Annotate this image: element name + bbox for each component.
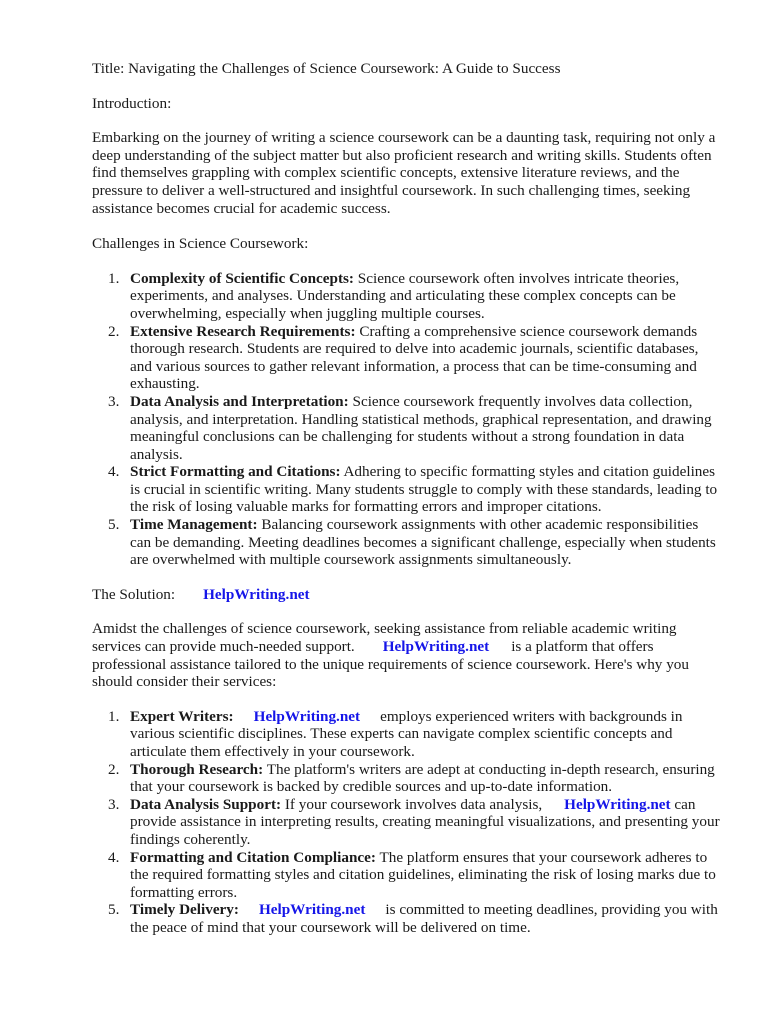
list-number: 2. (108, 322, 120, 340)
list-number: 5. (108, 516, 120, 534)
list-item-term: Data Analysis Support: (130, 795, 282, 813)
amidst-text-before: Amidst the challenges of science coursework, seeking assistance from reliable academic writing services can provide much-needed support. (92, 620, 677, 656)
list-item-term: Formatting and Citation Compliance: (130, 848, 376, 866)
list-item (92, 901, 722, 936)
list-number: 4. (108, 848, 120, 866)
list-number: 3. (108, 795, 120, 813)
list-item-term: Extensive Research Requirements: (130, 322, 356, 340)
list-number: 4. (108, 463, 120, 481)
amidst-paragraph (92, 620, 722, 690)
list-item-term: Timely Delivery: (130, 901, 239, 919)
list-number: 1. (108, 269, 120, 287)
list-item-term: Thorough Research: (130, 760, 264, 778)
list-number: 5. (108, 901, 120, 919)
list-item-text: Crafting a comprehensive science coursework demands thorough research. Students are required to delve into academic journals, scientific databases, and various sources to gather relevant information, a process that can be time-consuming and exhausting. (130, 322, 699, 393)
list-number: 1. (108, 707, 120, 725)
solution-label: The Solution: (92, 585, 176, 603)
list-item-term: Data Analysis and Interpretation: (130, 392, 349, 410)
list-item-text: Science coursework often involves intricate theories, experiments, and analyses. Understanding and articulating these complex concepts can be overwhelming, especially when juggling multiple courses. (130, 269, 680, 322)
list-item (92, 708, 722, 761)
list-item-text: The platform's writers are adept at conducting in-depth research, ensuring that your coursework is backed by credible sources and up-to-date information. (130, 760, 715, 796)
list-item (92, 796, 722, 849)
list-item (92, 463, 722, 516)
list-item-text: can provide assistance in interpreting results, creating meaningful visualizations, and presenting your findings coherently. (130, 795, 720, 848)
amidst-text-after: is a platform that offers professional assistance tailored to the unique requirements of science coursework. Here's why you should consider their services: (92, 638, 689, 691)
list-item (92, 393, 722, 463)
challenges-heading: Challenges in Science Coursework: (92, 235, 309, 253)
list-item-term: Complexity of Scientific Concepts: (130, 269, 354, 287)
helpwriting-link[interactable]: HelpWriting.net (258, 901, 366, 919)
list-item-text: If your coursework involves data analysis, (281, 795, 543, 813)
list-item (92, 516, 722, 569)
benefits-list (92, 708, 722, 937)
list-item-text: is committed to meeting deadlines, providing you with the peace of mind that your coursework will be delivered on time. (130, 901, 718, 936)
challenges-list (92, 270, 722, 569)
helpwriting-link[interactable]: HelpWriting.net (253, 707, 361, 725)
list-number: 3. (108, 392, 120, 410)
list-item (92, 849, 722, 902)
list-item (92, 270, 722, 323)
list-item-text: Adhering to specific formatting styles and citation guidelines is crucial in scientific writing. Many students struggle to comply with these standards, leading to the risk of losing valuable marks for formatting errors and improper citations. (130, 463, 718, 516)
list-item-term: Time Management: (130, 516, 258, 534)
helpwriting-link[interactable]: HelpWriting.net (382, 638, 490, 656)
list-item (92, 323, 722, 393)
list-item-term: Strict Formatting and Citations: (130, 463, 341, 481)
introduction-paragraph: Embarking on the journey of writing a science coursework can be a daunting task, requiring not only a deep understanding of the subject matter but also proficient research and writing skills. Students often find themselves grappling with complex scientific concepts, extensive literature reviews, and the pressure to deliver a well-structured and insightful coursework. In such challenging times, seeking assistance becomes crucial for academic success. (92, 129, 716, 217)
helpwriting-link[interactable]: HelpWriting.net (203, 585, 310, 603)
list-item-term: Expert Writers: (130, 707, 234, 725)
list-item-text: Science coursework frequently involves data collection, analysis, and interpretation. Handling statistical methods, graphical representation, and drawing meaningful conclusions can be challenging for students without a strong foundation in data analysis. (130, 392, 712, 463)
list-number: 2. (108, 760, 120, 778)
document-page (92, 60, 722, 937)
helpwriting-link[interactable]: HelpWriting.net (564, 795, 671, 813)
document-title: Title: Navigating the Challenges of Science Coursework: A Guide to Success (92, 60, 561, 77)
list-item-text: employs experienced writers with backgrounds in various scientific disciplines. These experts can navigate complex scientific concepts and articulate them effectively in your coursework. (130, 707, 683, 760)
solution-line (92, 586, 722, 604)
list-item-text: Balancing coursework assignments with other academic responsibilities can be demanding. Meeting deadlines becomes a significant challenge, especially when students are overwhelmed with multiple coursework assignments simultaneously. (130, 516, 716, 569)
list-item-text: The platform ensures that your coursework adheres to the required formatting styles and citation guidelines, eliminating the risk of losing marks due to formatting errors. (130, 848, 716, 901)
introduction-heading: Introduction: (92, 94, 172, 112)
list-item (92, 761, 722, 796)
